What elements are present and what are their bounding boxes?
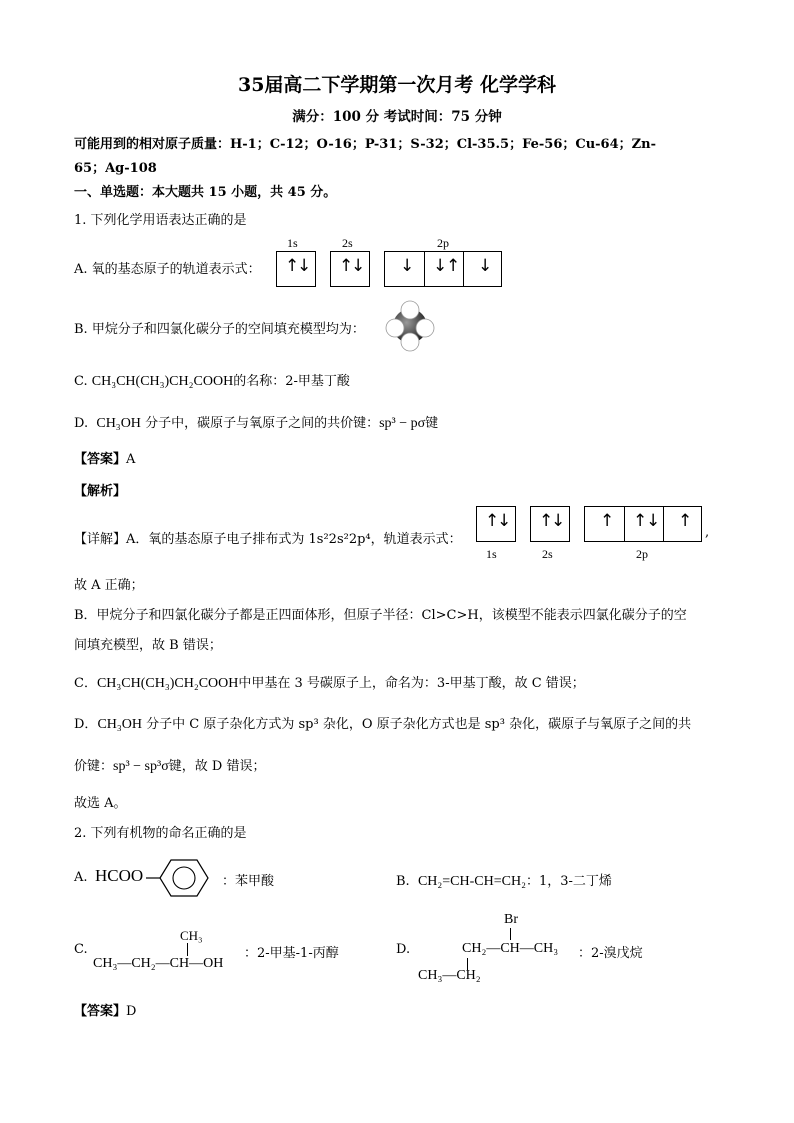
q1-option-c: C. CH₃CH(CH₃)CH₂COOH的名称：2-甲基丁酸 bbox=[74, 374, 350, 389]
atomic-mass-line-2: 65；Ag-108 bbox=[74, 161, 157, 176]
space-filling-model bbox=[384, 300, 436, 352]
orbital-box-1s: ↑ ↓ bbox=[276, 251, 316, 287]
q1-option-b: B. 甲烷分子和四氯化碳分子的空间填充模型均为： bbox=[74, 322, 365, 337]
q2-option-c-prefix: C. bbox=[74, 942, 88, 957]
detail-orbital-2s: ↑ ↓ bbox=[530, 506, 570, 542]
q2-answer: 【答案】D bbox=[74, 1004, 137, 1019]
section-heading: 一、单选题：本大题共 15 小题，共 45 分。 bbox=[74, 185, 337, 200]
q1-detail-d: D．CH₃OH 分子中 C 原子杂化方式为 sp³ 杂化，O 原子杂化方式也是 sp³ 杂化，碳原子与氧原子之间的共 bbox=[74, 717, 692, 732]
q2-c-chain: CH₃—CH₂—CH—OH bbox=[93, 956, 224, 971]
q1-detail-b-line2: 间填充模型，故 B 错误； bbox=[74, 638, 222, 653]
q1-stem: 1. 下列化学用语表达正确的是 bbox=[74, 213, 247, 228]
orbital-box-2p: ↓ ↓ ↑ ↓ bbox=[384, 251, 502, 287]
q2-d-br-bond bbox=[510, 928, 511, 940]
q1-detail-c: C．CH₃CH(CH₃)CH₂COOH中甲基在 3 号碳原子上，命名为：3-甲基丁酸，故 C 错误； bbox=[74, 676, 585, 691]
q2-d-branch: CH₃—CH₂ bbox=[418, 968, 481, 983]
orbital-label-2p: 2p bbox=[437, 236, 449, 250]
atomic-mass-line-1: 可能用到的相对原子质量：H-1；C-12；O-16；P-31；S-32；Cl-35.5；Fe-56；Cu-64；Zn- bbox=[74, 137, 656, 152]
q2-option-d-prefix: D. bbox=[396, 942, 411, 957]
q2-option-a-prefix: A. bbox=[74, 870, 88, 885]
q2-c-methyl: CH₃ bbox=[180, 928, 203, 943]
q1-c-formula: CH₃CH(CH₃)CH₂COOH bbox=[91, 374, 234, 389]
detail-orbital-2p: ↑ ↑ ↓ ↑ bbox=[584, 506, 702, 542]
q2-c-bond bbox=[187, 943, 188, 956]
detail-label-1s: 1s bbox=[486, 547, 497, 561]
q2-option-b: B. CH₂=CH-CH=CH₂：1，3-二丁烯 bbox=[396, 874, 612, 889]
detail-orbital-1s: ↑ ↓ bbox=[476, 506, 516, 542]
q1-conclusion: 故选 A。 bbox=[74, 796, 127, 811]
q1-detail-a-end: 故 A 正确； bbox=[74, 578, 144, 593]
detail-label-2p: 2p bbox=[636, 547, 648, 561]
q1-answer: 【答案】A bbox=[74, 452, 136, 467]
q2-option-c-name: ：2-甲基-1-丙醇 bbox=[244, 946, 339, 961]
q1-analysis-label: 【解析】 bbox=[74, 484, 127, 499]
q1-option-d: D. CH₃OH 分子中，碳原子与氧原子之间的共价键：sp³ − pσ键 bbox=[74, 416, 439, 431]
orbital-label-1s: 1s bbox=[287, 236, 298, 250]
q2-stem: 2. 下列有机物的命名正确的是 bbox=[74, 826, 247, 841]
page-title: 35届高二下学期第一次月考 化学学科 bbox=[237, 74, 557, 96]
q2-option-d-name: ：2-溴戊烷 bbox=[578, 946, 643, 961]
q1-detail-d-line2: 价键：sp³ − sp³σ键，故 D 错误； bbox=[74, 759, 266, 774]
q1-detail-a: 【详解】A．氧的基态原子电子排布式为 1s²2s²2p⁴，轨道表示式： bbox=[74, 532, 462, 547]
q2-d-br: Br bbox=[504, 912, 518, 927]
orbital-label-2s: 2s bbox=[342, 236, 353, 250]
q2-d-main: CH₂—CH—CH₃ bbox=[462, 941, 559, 956]
q2-option-a-group: HCOO bbox=[95, 866, 144, 885]
exam-info: 满分：100 分 考试时间：75 分钟 bbox=[292, 109, 502, 125]
q1-option-a: A. 氧的基态原子的轨道表示式： bbox=[74, 262, 261, 277]
q1-detail-b-line1: B．甲烷分子和四氯化碳分子都是正四面体形，但原子半径：Cl>C>H，该模型不能表示四氯化碳分子的空 bbox=[74, 608, 687, 623]
orbital-box-2s: ↑ ↓ bbox=[330, 251, 370, 287]
detail-label-2s: 2s bbox=[542, 547, 553, 561]
q2-option-a-name: ：苯甲酸 bbox=[222, 874, 275, 889]
benzene-ring bbox=[146, 856, 216, 900]
